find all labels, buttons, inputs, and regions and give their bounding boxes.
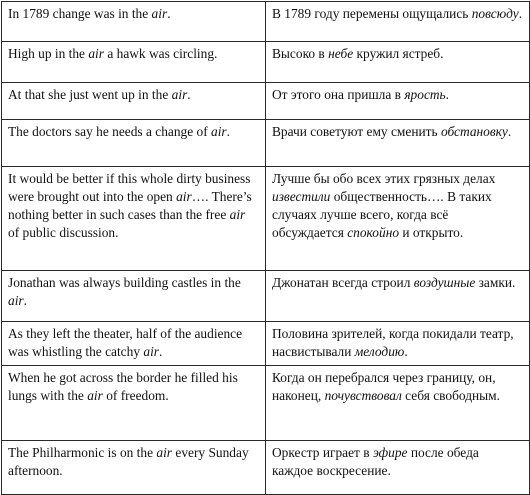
sentence-text: of freedom. bbox=[102, 388, 169, 403]
sentence-text: . bbox=[187, 87, 191, 102]
sentence-text: Джонатан всегда строил bbox=[272, 275, 414, 290]
english-cell bbox=[2, 366, 266, 441]
russian-cell bbox=[266, 167, 530, 271]
table-row bbox=[2, 2, 530, 42]
sentence-text: Лучше бы обо всех этих грязных делах bbox=[272, 171, 496, 186]
sentence-text: every Sunday afternoon. bbox=[8, 445, 249, 478]
table-row bbox=[2, 167, 530, 271]
sentence-text: …. There’s nothing better in such cases than the free bbox=[8, 189, 252, 222]
translation-table bbox=[1, 1, 530, 495]
sentence-text: себя свободным. bbox=[401, 388, 501, 403]
english-cell bbox=[2, 322, 266, 366]
sentence-text: The doctors say he needs a change of bbox=[8, 124, 212, 139]
table-row bbox=[2, 120, 530, 167]
keyword-highlight: air bbox=[171, 87, 188, 102]
keyword-highlight: air bbox=[87, 388, 103, 403]
english-cell bbox=[2, 42, 266, 83]
sentence-text: . bbox=[445, 87, 450, 102]
russian-cell bbox=[266, 120, 530, 167]
keyword-highlight: air bbox=[151, 6, 168, 21]
english-cell bbox=[2, 83, 266, 120]
english-cell bbox=[2, 441, 266, 495]
sentence-text: после обеда каждое воскресение. bbox=[272, 445, 479, 478]
table-row bbox=[2, 271, 530, 322]
russian-cell bbox=[266, 441, 530, 495]
sentence-text: . bbox=[23, 293, 27, 308]
keyword-highlight: известили bbox=[272, 189, 331, 204]
table-row bbox=[2, 366, 530, 441]
keyword-highlight: спокойно bbox=[347, 225, 400, 240]
keyword-highlight: небе bbox=[328, 46, 354, 61]
keyword-highlight: air bbox=[143, 344, 160, 359]
keyword-highlight: почувствовал bbox=[324, 388, 402, 403]
keyword-highlight: обстановку bbox=[440, 124, 508, 139]
russian-cell bbox=[266, 271, 530, 322]
sentence-text: Когда он перебрался через границу, он, наконец, bbox=[272, 370, 496, 403]
sentence-text: In 1789 change was in the bbox=[8, 6, 152, 21]
english-cell bbox=[2, 120, 266, 167]
sentence-text: Оркестр играет в bbox=[272, 445, 373, 460]
sentence-text: . bbox=[507, 124, 512, 139]
keyword-highlight: air bbox=[211, 124, 227, 139]
keyword-highlight: повсюду bbox=[471, 6, 519, 21]
sentence-text: . bbox=[518, 6, 523, 21]
sentence-text: It would be better if this whole dirty business were brought out into the open bbox=[8, 171, 251, 204]
sentence-text: As they left the theater, half of the audience was whistling the catchy bbox=[8, 326, 243, 359]
sentence-text: Врачи советуют ему сменить bbox=[272, 124, 441, 139]
keyword-highlight: air bbox=[156, 445, 173, 460]
sentence-text: Jonathan was always building castles in the bbox=[8, 275, 241, 290]
sentence-text: В 1789 году перемены ощущались bbox=[272, 6, 472, 21]
keyword-highlight: ярость bbox=[404, 87, 446, 102]
sentence-text: общественность…. В таких случаях лучше всего, когда всё обсуждается bbox=[272, 189, 492, 240]
sentence-text: . bbox=[226, 124, 231, 139]
table-row bbox=[2, 83, 530, 120]
sentence-text: . bbox=[159, 344, 163, 359]
english-cell bbox=[2, 2, 266, 42]
translation-table-body bbox=[2, 2, 530, 495]
russian-cell bbox=[266, 2, 530, 42]
sentence-text: High up in the bbox=[8, 46, 89, 61]
sentence-text: a hawk was circling. bbox=[103, 46, 218, 61]
keyword-highlight: эфире bbox=[372, 445, 408, 460]
keyword-highlight: air bbox=[176, 189, 192, 204]
sentence-text: и открыто. bbox=[399, 225, 464, 240]
russian-cell bbox=[266, 83, 530, 120]
table-row bbox=[2, 441, 530, 495]
sentence-text: кружил ястреб. bbox=[353, 46, 444, 61]
russian-cell bbox=[266, 366, 530, 441]
sentence-text: замки. bbox=[475, 275, 516, 290]
sentence-text: . bbox=[404, 344, 408, 359]
table-row bbox=[2, 322, 530, 366]
sentence-text: . bbox=[167, 6, 171, 21]
sentence-text: Половина зрителей, когда покидали театр, насвистывали bbox=[272, 326, 514, 359]
russian-cell bbox=[266, 42, 530, 83]
table-row bbox=[2, 42, 530, 83]
sentence-text: The Philharmonic is on the bbox=[8, 445, 157, 460]
english-cell bbox=[2, 271, 266, 322]
keyword-highlight: air bbox=[229, 207, 246, 222]
sentence-text: When he got across the border he filled his lungs with the bbox=[8, 370, 238, 403]
sentence-text: От этого она пришла в bbox=[272, 87, 405, 102]
sentence-text: of public discussion. bbox=[8, 225, 119, 240]
sentence-text: Высоко в bbox=[272, 46, 329, 61]
keyword-highlight: мелодию bbox=[354, 344, 405, 359]
english-cell bbox=[2, 167, 266, 271]
keyword-highlight: air bbox=[8, 293, 24, 308]
russian-cell bbox=[266, 322, 530, 366]
keyword-highlight: air bbox=[88, 46, 104, 61]
sentence-text: At that she just went up in the bbox=[8, 87, 172, 102]
keyword-highlight: воздушные bbox=[413, 275, 476, 290]
